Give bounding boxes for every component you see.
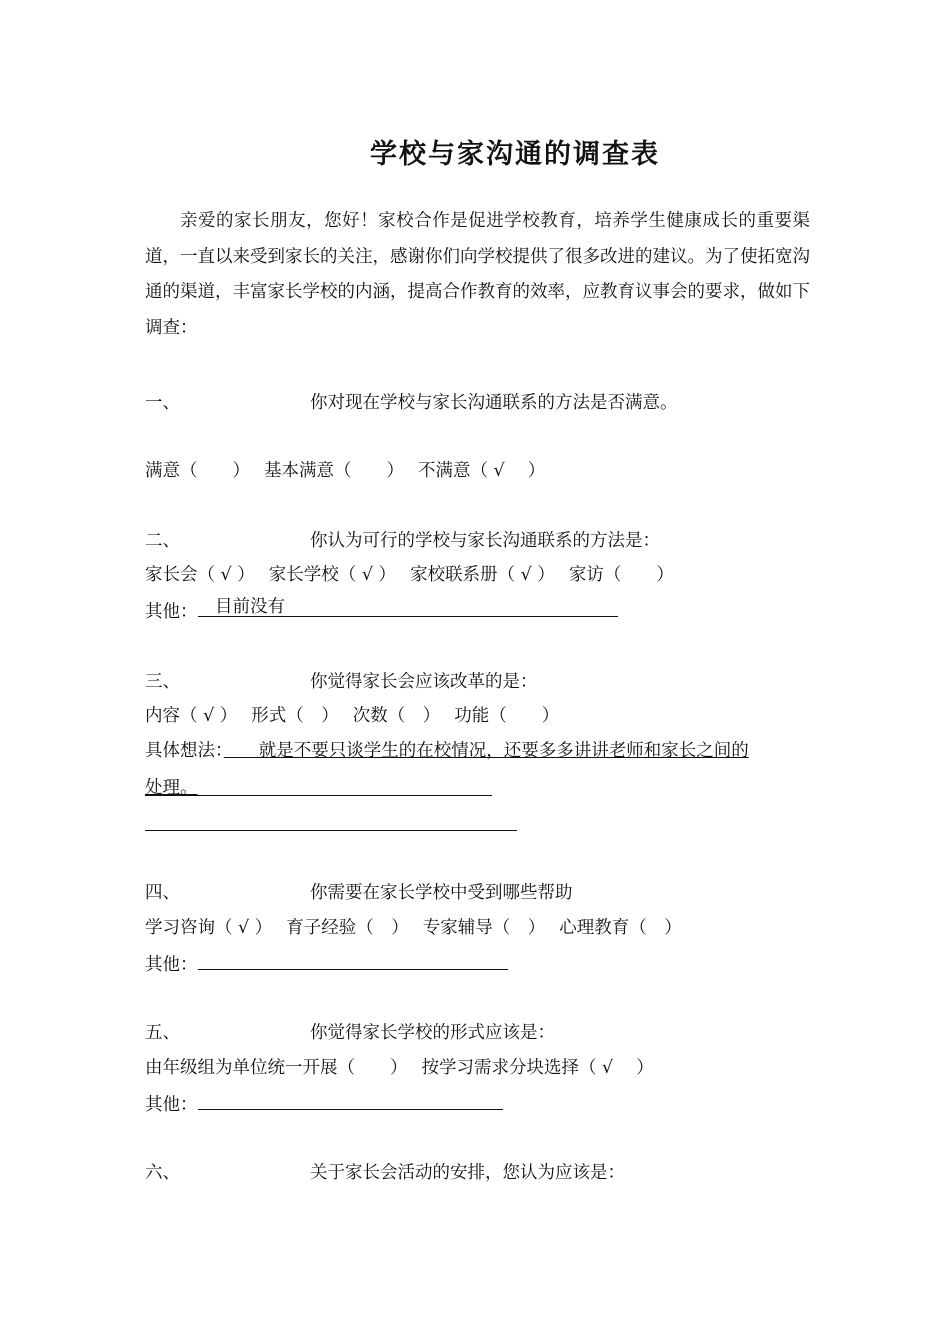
question-2-options — [145, 563, 688, 587]
option-psychological-education[interactable]: 心理教育（ ） — [559, 918, 682, 938]
question-4-options — [145, 916, 696, 940]
question-3-idea-line-1[interactable]: 就是不要只谈学生的在校情况，还要多多讲讲老师和家长之间的 — [223, 741, 749, 761]
question-1-number: 一、 — [145, 393, 180, 413]
question-6-text: 关于家长会活动的安排，您认为应该是： — [310, 1163, 625, 1183]
question-4-other-label: 其他： — [145, 955, 198, 975]
question-4-text: 你需要在家长学校中受到哪些帮助 — [310, 883, 573, 903]
question-4-other — [145, 951, 508, 977]
question-5-other — [145, 1091, 503, 1117]
question-5-number: 五、 — [145, 1023, 180, 1043]
question-6 — [145, 1161, 625, 1185]
option-by-grade[interactable]: 由年级组为单位统一开展（ ） — [145, 1058, 408, 1078]
option-contact-book[interactable]: 家校联系册（ √ ） — [410, 565, 555, 585]
question-6-number: 六、 — [145, 1163, 180, 1183]
question-3-idea — [145, 739, 749, 763]
option-content[interactable]: 内容（ √ ） — [145, 706, 238, 726]
question-1-text: 你对现在学校与家长沟通联系的方法是否满意。 — [310, 393, 678, 413]
question-2 — [145, 529, 660, 553]
question-3-idea-label: 具体想法： — [145, 741, 224, 761]
question-5-text: 你觉得家长学校的形式应该是： — [310, 1023, 555, 1043]
question-5-other-field[interactable] — [198, 1091, 503, 1110]
question-5-options — [145, 1056, 668, 1080]
question-2-other-label: 其他： — [145, 602, 198, 622]
question-3-text: 你觉得家长会应该改革的是： — [310, 672, 538, 692]
option-expert-guidance[interactable]: 专家辅导（ ） — [422, 918, 546, 938]
question-4-number: 四、 — [145, 883, 180, 903]
question-4 — [145, 881, 573, 905]
question-1 — [145, 391, 678, 415]
question-5-other-label: 其他： — [145, 1095, 198, 1115]
question-1-options — [145, 459, 559, 483]
question-4-other-field[interactable] — [198, 951, 508, 970]
option-study-consulting[interactable]: 学习咨询（ √ ） — [145, 918, 273, 938]
intro-paragraph: 亲爱的家长朋友，您好！家校合作是促进学校教育，培养学生健康成长的重要渠道，一直以来受到家长的关注，感谢你们向学校提供了很多改进的建议。为了使拓宽沟通的渠道，丰富家长学校的内涵，提高合作教育的效率，应教育议事会的要求，做如下调查： — [145, 211, 810, 338]
question-2-other-field[interactable] — [198, 598, 618, 617]
answer-line — [145, 795, 492, 796]
question-3 — [145, 670, 538, 694]
question-2-number: 二、 — [145, 531, 180, 551]
option-satisfied[interactable]: 满意（ ） — [145, 461, 250, 481]
question-2-other-value: 目前没有 — [197, 597, 285, 617]
question-3-options — [145, 704, 573, 728]
option-frequency[interactable]: 次数（ ） — [352, 706, 441, 726]
option-basically-satisfied[interactable]: 基本满意（ ） — [264, 461, 404, 481]
option-not-satisfied[interactable]: 不满意（ √ ） — [418, 461, 546, 481]
option-parent-meeting[interactable]: 家长会（ √ ） — [145, 565, 255, 585]
option-home-visit[interactable]: 家访（ ） — [568, 565, 674, 585]
option-function[interactable]: 功能（ ） — [454, 706, 560, 726]
question-2-text: 你认为可行的学校与家长沟通联系的方法是： — [310, 531, 660, 551]
question-3-number: 三、 — [145, 672, 180, 692]
option-form[interactable]: 形式（ ） — [251, 706, 339, 726]
page-title: 学校与家沟通的调查表 — [370, 139, 660, 170]
option-parent-school[interactable]: 家长学校（ √ ） — [268, 565, 397, 585]
question-5 — [145, 1021, 555, 1045]
answer-line[interactable] — [145, 830, 517, 831]
option-parenting-experience[interactable]: 育子经验（ ） — [286, 918, 409, 938]
question-3-idea-continued — [145, 776, 198, 800]
question-2-other — [145, 598, 618, 624]
option-by-need[interactable]: 按学习需求分块选择（ √ ） — [421, 1058, 654, 1078]
question-3-idea-line-2[interactable]: 处理。 — [145, 778, 198, 798]
